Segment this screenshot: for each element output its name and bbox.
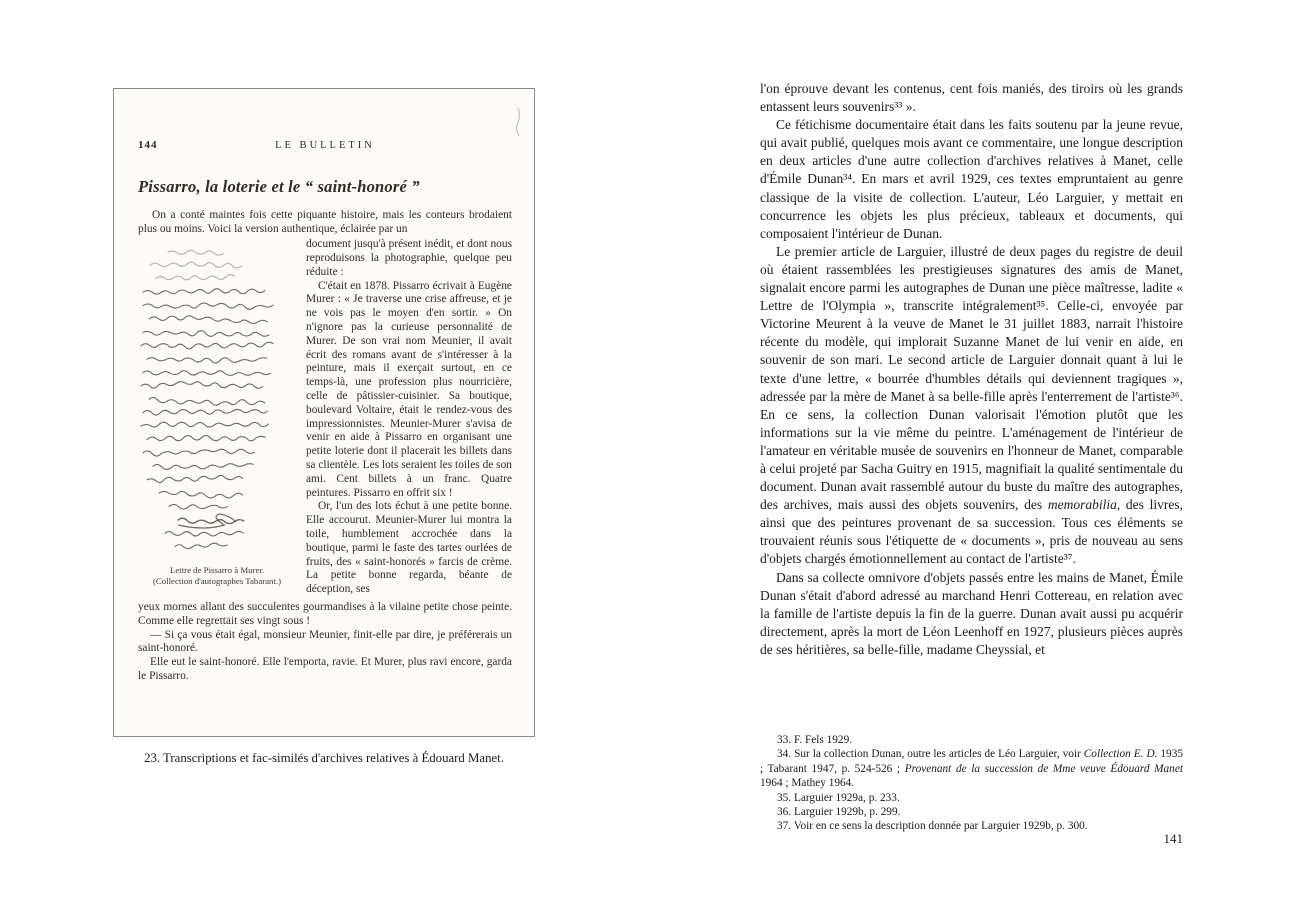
- bulletin-page-number: 144: [138, 139, 158, 151]
- body-paragraph: [760, 243, 1183, 569]
- body-text: [760, 80, 1183, 659]
- footnote-text-run: 1964 ; Mathey 1964.: [760, 777, 855, 790]
- article-paragraph: document jusqu'à présent inédit, et dont nous reproduisons la photographie, quelque peu réduite :: [306, 238, 512, 278]
- italic-title: Provenant de la succession de Mme veuve Édouard Manet: [904, 762, 1183, 775]
- footnote-text-run: 34. Sur la collection Dunan, outre les articles de Léo Larguier, voir: [777, 748, 1084, 761]
- figure-caption: 23. Transcriptions et fac-similés d'archives relatives à Édouard Manet.: [144, 751, 504, 765]
- article-paragraph: Or, l'un des lots échut à une petite bonne. Elle accourut. Meunier-Murer lui montra la toile, humblement accrochée dans la boutique, parmi le faste des tartes ourlées de fruits, des « saint-honorés » farcis de crème. La petite bonne regarda, béante de déception, ses: [306, 500, 512, 596]
- letter-caption-line2: (Collection d'autographes Tabarant.): [152, 575, 282, 586]
- facsimile-plate: [113, 88, 535, 737]
- body-paragraph: Ce fétichisme documentaire était dans les faits soutenu par la jeune revue, qui avait publié, quelques mois avant ce commentaire, une longue description en deux articles d'une autre collection d'archives relatives à Manet, celle d'Émile Dunan³⁴. En mars et avril 1929, ces textes empruntaient au genre classique de la visite de collection. L'auteur, Léo Larguier, y mettait en concurrence les objets les plus précieux, tableaux et documents, qui composaient l'intérieur de Dunan.: [760, 117, 1183, 241]
- article-title: Pissarro, la loterie et le “ saint-honoré ”: [138, 177, 420, 196]
- article-column-text: [296, 238, 512, 597]
- footnote-37: 37. Voir en ce sens la description donnée par Larguier 1929b, p. 300.: [777, 820, 1088, 833]
- article-paragraph: Elle eut le saint-honoré. Elle l'emporta, ravie. Et Murer, plus ravi encore, garda le Pissarro.: [138, 656, 512, 682]
- article-bottom-text: [138, 601, 512, 684]
- handwritten-letter-image: [138, 242, 288, 560]
- footnote-text-run: 1935 ; Tabarant 1947, p. 524-526 ;: [760, 748, 1184, 775]
- article-paragraph: yeux mornes allant des succulentes gourmandises à la vilaine petite chose peinte. Comme elle regrettait ses vingt sous !: [138, 600, 512, 627]
- footnote-35: 35. Larguier 1929a, p. 233.: [777, 791, 900, 804]
- footnotes: [760, 733, 1183, 834]
- body-paragraph: l'on éprouve devant les contenus, cent fois maniés, des tiroirs où les grands entassent leurs souvenirs³³ ».: [760, 81, 1183, 115]
- handwritten-letter-figure: [138, 238, 296, 597]
- letter-caption-line1: Lettre de Pissarro à Murer.: [169, 565, 265, 576]
- bulletin-page: [114, 89, 534, 684]
- article-intro: On a conté maintes fois cette piquante histoire, mais les conteurs brodaient plus ou moins. Voici la version authentique, éclairée par un: [138, 209, 512, 235]
- italic-term: memorabilia: [1047, 497, 1117, 513]
- footnote-33: 33. F. Fels 1929.: [777, 734, 853, 746]
- article-paragraph: C'était en 1878. Pissarro écrivait à Eugène Murer : « Je traverse une crise affreuse, et je ne vois pas le moyen d'en sortir. » On n'ignore pas la curieuse personnalité de Murer. De son vrai nom Meunier, il avait écrit des romans avant de s'intéresser à la peinture, mais il exerçait surtout, en ce temps-là, une profession plus nourricière, celle de pâtissier-cuisinier. Sa boutique, boulevard Voltaire, était le rendez-vous des impressionnistes. Meunier-Murer s'avisa de venir en aide à Pissarro en organisant une petite loterie dont il placerait les billets dans sa clientèle. Les lots seraient les toiles de son ami. Cent billets à un franc. Quatre peintures. Pissarro en offrit six !: [306, 279, 512, 499]
- body-text-run: , des livres, ainsi que des peintures provenant de sa succession. Tous ces éléments se trouvaient réunis sous l'étiquette de « documents », pris de nouveau au sens d'objets chargés émotionnellement au contact de l'artiste³⁷.: [760, 497, 1183, 567]
- article-paragraph: — Si ça vous était égal, monsieur Meunier, finit-elle par dire, je préférerais un saint-honoré.: [138, 628, 512, 655]
- bulletin-header: [138, 139, 512, 151]
- body-text-run: Le premier article de Larguier, illustré de deux pages du registre de deuil où étaient rassemblées les prestigieuses signatures des amis de Manet, signalait encore parmi les autographes de Dunan une pièce maîtresse, ladite « Lettre de l'Olympia », transcrite intégralement³⁵. Celle-ci, envoyée par Victorine Meurent à la veuve de Manet le 31 juillet 1883, narrait l'histoire récente du modèle, qui implorait Suzanne Manet de lui venir en aide, en souvenir de son mari. Le second article de Larguier donnait quant à lui le texte d'une lettre, « bourrée d'humbles détails qui deviennent tragiques », adressée par la mère de Manet à sa belle-fille après l'enterrement de l'artiste³⁶. En ce sens, la collection Dunan valorisait l'émotion plutôt que les informations sur la vie même du peintre. L'aménagement de l'intérieur de l'amateur en véritable musée de souvenirs en l'honneur de Manet, comparable à celui projeté par Sacha Guitry en 1915, magnifiait la qualité sentimentale du document. Dunan avait rassemblé autour du buste du maître des autographes, des archives, mais aussi des objets souvenirs, des: [760, 243, 1183, 513]
- italic-title: Collection E. D.: [1083, 748, 1158, 761]
- article-columns: [138, 238, 512, 597]
- body-paragraph: Dans sa collecte omnivore d'objets passés entre les mains de Manet, Émile Dunan s'était d'abord adressé au marchand Henri Cottereau, en relation avec la famille de l'artiste depuis la fin de la guerre. Dunan avait aussi pu acquérir directement, après la mort de Léon Leenhoff en 1927, plusieurs pièces auprès de ses héritières, sa belle-fille, madame Cheyssial, et: [760, 569, 1183, 657]
- stray-mark-icon: [514, 107, 522, 137]
- footnote-34: [760, 747, 1183, 790]
- letter-caption: [138, 565, 296, 586]
- bulletin-journal-title: LE BULLETIN: [275, 140, 375, 151]
- page-number: 141: [1163, 831, 1183, 846]
- footnote-36: 36. Larguier 1929b, p. 299.: [777, 806, 901, 819]
